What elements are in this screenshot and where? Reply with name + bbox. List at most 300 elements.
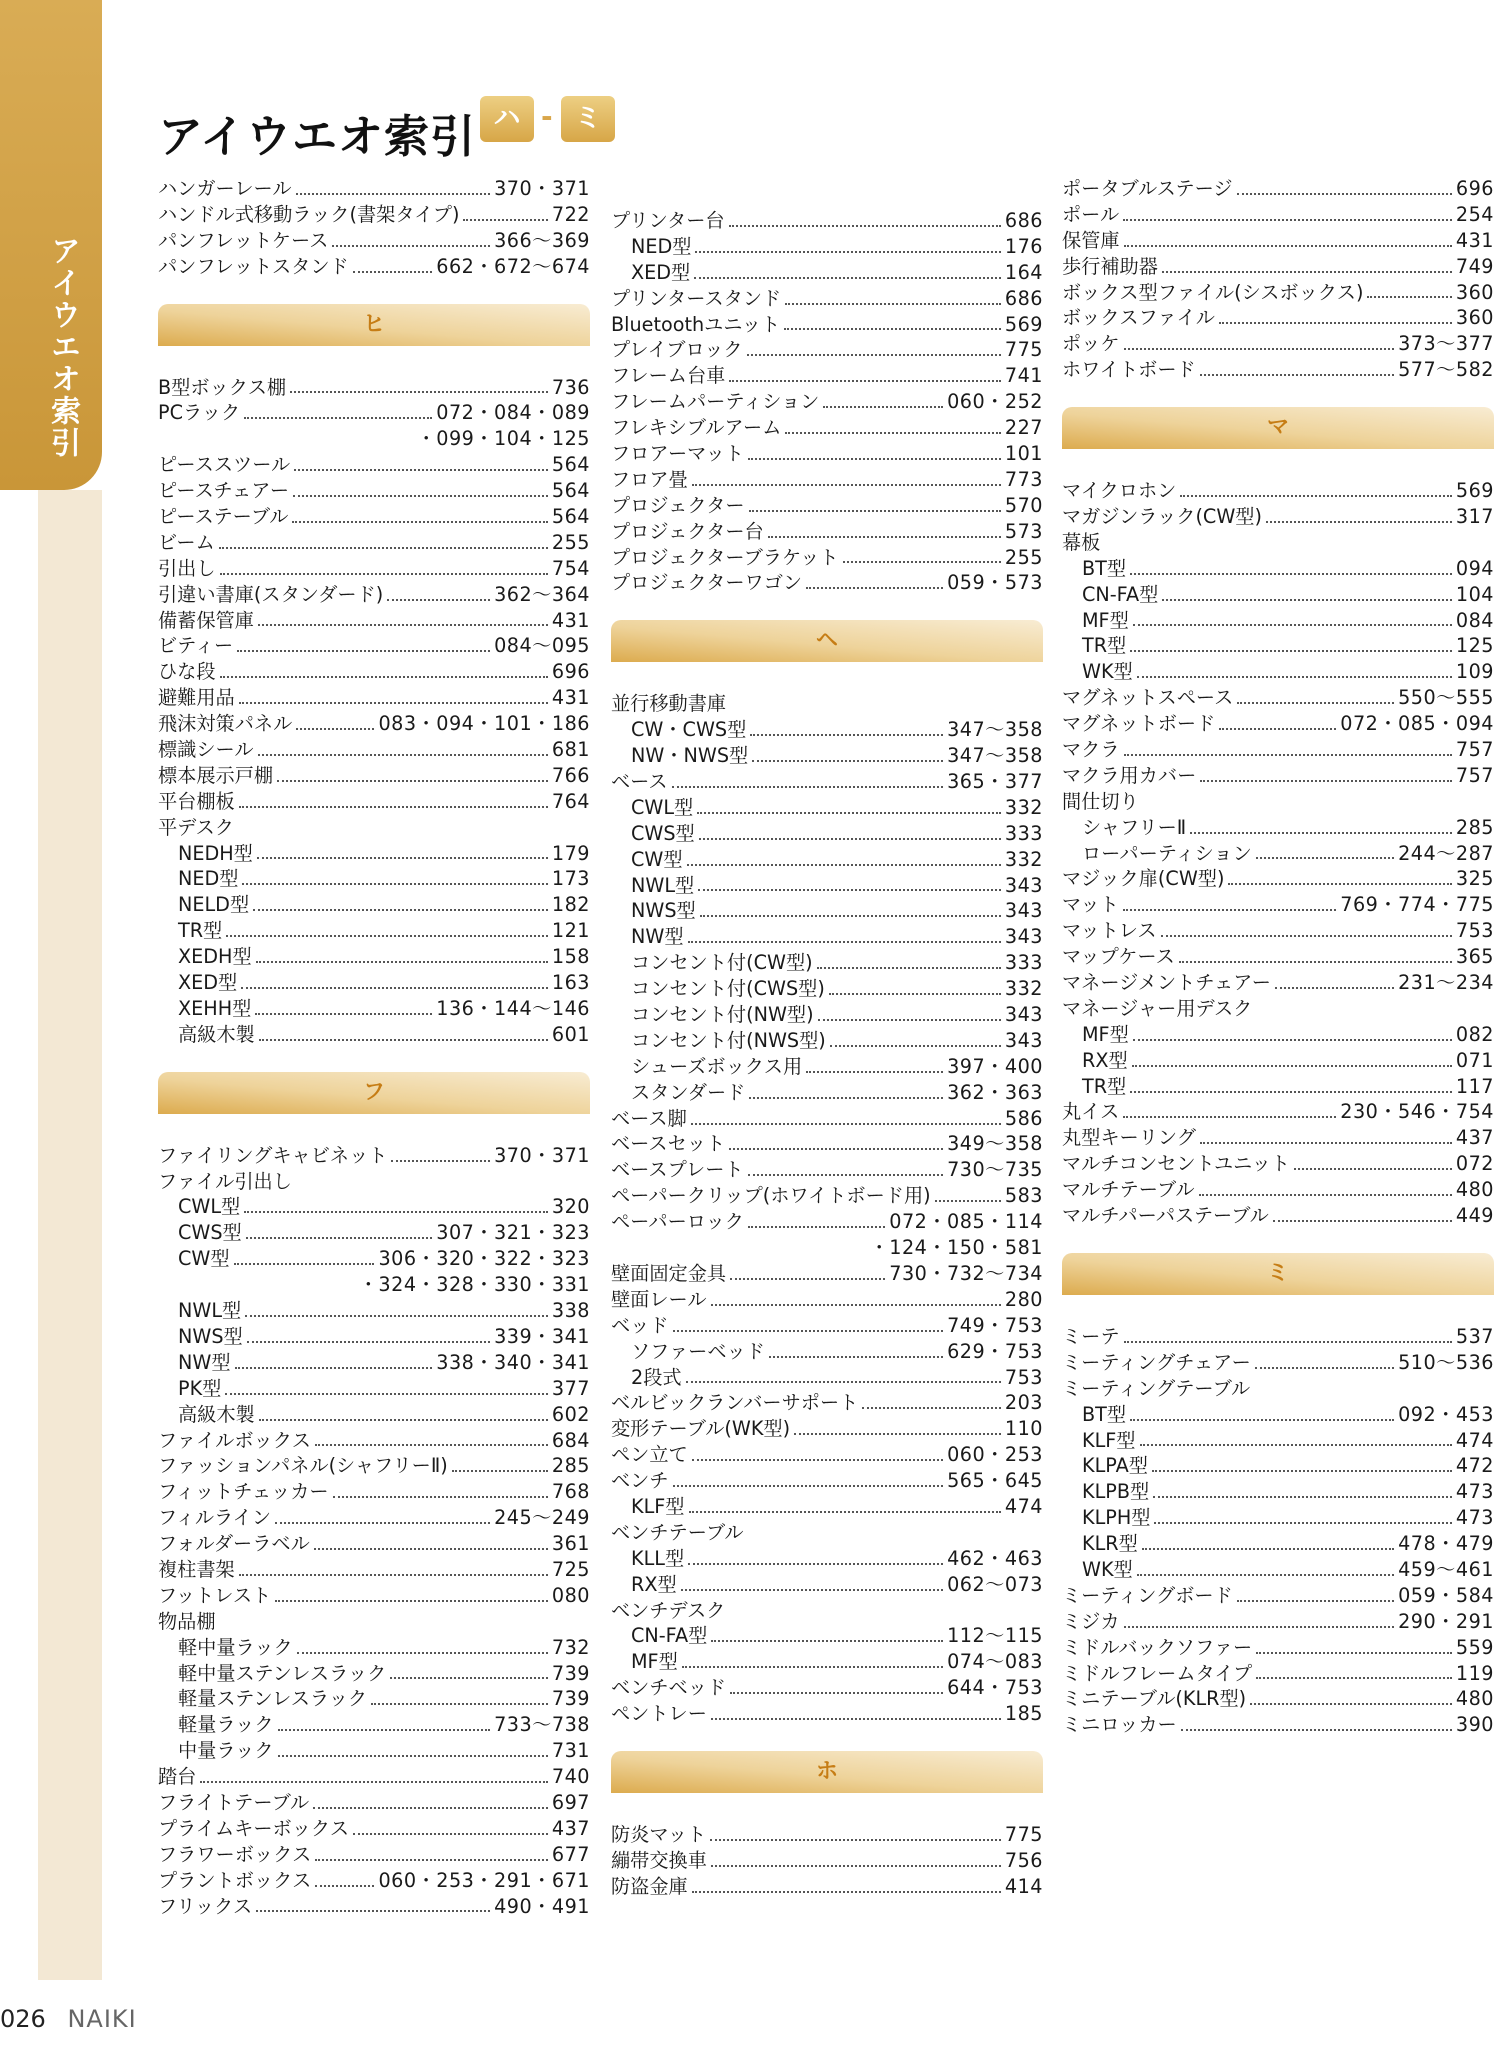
entry-term: パンフレットスタンド (158, 254, 349, 278)
leader-dots (225, 1393, 548, 1395)
index-entry (158, 1609, 590, 1635)
leader-dots (314, 1548, 548, 1550)
entry-term: 変形テーブル(WK型) (611, 1417, 791, 1441)
entry-pages: 285 (551, 1454, 590, 1478)
entry-pages: 449 (1455, 1204, 1494, 1228)
entry-pages: 306・320・322・323 (378, 1247, 590, 1271)
leader-dots (1256, 1652, 1452, 1654)
index-entry (158, 1453, 590, 1479)
entry-term: ペーパークリップ(ホワイトボード用) (611, 1184, 931, 1208)
entry-pages: 550〜555 (1398, 686, 1494, 710)
index-entry (158, 996, 590, 1022)
leader-dots (688, 941, 1001, 943)
entry-term: PCラック (158, 401, 241, 425)
index-entry (1062, 659, 1494, 685)
index-entry (158, 866, 590, 892)
entry-term: WK型 (1082, 1557, 1133, 1581)
leader-dots (275, 1600, 548, 1602)
entry-term: XED型 (631, 260, 691, 284)
leader-dots (1142, 1548, 1394, 1550)
entry-pages: 462・463 (947, 1546, 1043, 1570)
entry-pages: 739 (551, 1661, 590, 1685)
index-entry (611, 493, 1043, 519)
index-entry (158, 711, 590, 737)
entry-term: BT型 (1082, 1402, 1127, 1426)
index-entry (1062, 1712, 1494, 1738)
entry-pages: 677 (551, 1842, 590, 1866)
leader-dots (242, 883, 547, 885)
entry-pages: 697 (551, 1790, 590, 1814)
entry-term: 中量ラック (178, 1739, 274, 1763)
entry-term: 丸イス (1062, 1100, 1120, 1124)
entry-pages: 176 (1004, 234, 1043, 258)
index-entry (158, 841, 590, 867)
index-entry (1062, 1324, 1494, 1350)
leader-dots (220, 573, 548, 575)
entry-term: CWL型 (631, 795, 694, 819)
leader-dots (1140, 1444, 1452, 1446)
entry-term: スタンダード (631, 1080, 746, 1104)
entry-pages: 583 (1004, 1184, 1043, 1208)
entry-pages: 338・340・341 (436, 1350, 590, 1374)
index-entry (1062, 1177, 1494, 1203)
leader-dots (1162, 599, 1452, 601)
entry-term: ベンチテーブル (611, 1520, 744, 1544)
index-entry (611, 363, 1043, 389)
index-entry (1062, 1151, 1494, 1177)
index-entry (158, 685, 590, 711)
leader-dots (769, 1356, 943, 1358)
entry-term: ピースチェアー (158, 479, 290, 503)
index-entry (158, 1816, 590, 1842)
entry-term: NWS型 (178, 1324, 243, 1348)
index-entry (1062, 789, 1494, 815)
entry-pages: 474 (1004, 1494, 1043, 1518)
entry-term: 避難用品 (158, 686, 235, 710)
entry-term: マグネットスペース (1062, 686, 1234, 710)
leader-dots (246, 1237, 433, 1239)
entry-pages: 365・377 (947, 770, 1043, 794)
index-entry (1062, 357, 1494, 383)
entry-term: 保管庫 (1062, 228, 1120, 252)
entry-pages: 109 (1455, 660, 1494, 684)
entry-pages-continued: ・099・104・125 (416, 427, 590, 451)
entry-term: マネージメントチェアー (1062, 971, 1271, 995)
entry-term: プラントボックス (158, 1868, 312, 1892)
index-entry (158, 478, 590, 504)
entry-term: フラワーボックス (158, 1842, 312, 1866)
entry-term: マット (1062, 893, 1119, 917)
side-index-strip (38, 490, 102, 1980)
leader-dots (686, 1381, 1001, 1383)
entry-term: マップケース (1062, 945, 1175, 969)
section-header: ヘ (611, 620, 1043, 662)
index-entry (158, 452, 590, 478)
index-entry (611, 337, 1043, 363)
entry-term: ファイル引出し (158, 1169, 292, 1193)
entry-term: RX型 (631, 1572, 677, 1596)
entry-pages: 732 (551, 1635, 590, 1659)
index-entry (611, 1572, 1043, 1598)
entry-pages: 059・584 (1398, 1583, 1494, 1607)
index-entry (158, 608, 590, 634)
index-entry (158, 1220, 590, 1246)
entry-term: ソファーベッド (631, 1339, 765, 1363)
leader-dots (1200, 1142, 1452, 1144)
index-entry (158, 1402, 590, 1428)
leader-dots (256, 961, 548, 963)
leader-dots (672, 786, 943, 788)
leader-dots (259, 1039, 548, 1041)
entry-pages: 768 (551, 1480, 590, 1504)
entry-term: ポール (1062, 202, 1120, 226)
leader-dots (830, 1045, 1001, 1047)
index-entry (1062, 1428, 1494, 1454)
index-entry (1062, 1479, 1494, 1505)
index-entry (611, 519, 1043, 545)
entry-term: ペントレー (611, 1702, 707, 1726)
entry-pages: 769・774・775 (1340, 893, 1494, 917)
index-entry (158, 970, 590, 996)
entry-term: シューズボックス用 (631, 1054, 803, 1078)
entry-pages: 601 (551, 1022, 590, 1046)
leader-dots (818, 1019, 1001, 1021)
entry-term: 幕板 (1062, 530, 1101, 554)
entry-pages: 757 (1455, 738, 1494, 762)
entry-pages: 731 (551, 1739, 590, 1763)
index-entry (1062, 1661, 1494, 1687)
index-entry (1062, 1376, 1494, 1402)
index-entry (158, 1246, 590, 1272)
entry-pages: 480 (1455, 1178, 1494, 1202)
leader-dots (1130, 1091, 1452, 1093)
index-entry (158, 1531, 590, 1557)
entry-term: ベースセット (611, 1132, 726, 1156)
entry-pages: 573 (1004, 519, 1043, 543)
entry-term: ファイリングキャビネット (158, 1143, 388, 1167)
entry-pages: 347〜358 (947, 718, 1043, 742)
leader-dots (256, 1910, 490, 1912)
leader-dots (237, 650, 490, 652)
entry-term: マイクロホン (1062, 479, 1177, 503)
leader-dots (1256, 1677, 1452, 1679)
entry-pages: 472 (1455, 1454, 1494, 1478)
index-entry (1062, 1100, 1494, 1126)
entry-term: パンフレットケース (158, 228, 329, 252)
entry-term: ペン立て (611, 1443, 688, 1467)
leader-dots (1162, 271, 1452, 273)
entry-pages: 414 (1004, 1874, 1043, 1898)
index-entry (611, 312, 1043, 338)
entry-pages: 473 (1455, 1506, 1494, 1530)
entry-term: 防炎マット (611, 1822, 707, 1846)
leader-dots (1256, 857, 1394, 859)
leader-dots (1200, 780, 1452, 782)
entry-pages: 104 (1455, 582, 1494, 606)
entry-term: コンセント付(CWS型) (631, 977, 825, 1001)
index-entry (611, 1675, 1043, 1701)
entry-pages: 431 (1455, 228, 1494, 252)
index-entry (158, 1324, 590, 1350)
index-entry (158, 426, 590, 452)
index-entry (611, 1701, 1043, 1727)
leader-dots (1367, 296, 1451, 298)
entry-pages: 320 (551, 1195, 590, 1219)
entry-term: フォルダーラベル (158, 1532, 310, 1556)
entry-pages: 564 (551, 479, 590, 503)
index-entry (611, 1183, 1043, 1209)
entry-pages-continued: ・124・150・581 (869, 1236, 1043, 1260)
entry-term: KLF型 (631, 1494, 685, 1518)
leader-dots (806, 1071, 943, 1073)
entry-term: 防盗金庫 (611, 1874, 688, 1898)
entry-pages: 179 (551, 841, 590, 865)
leader-dots (315, 1859, 548, 1861)
entry-pages: 125 (1455, 634, 1494, 658)
index-entry (158, 1764, 590, 1790)
index-entry (1062, 608, 1494, 634)
index-entry (611, 1002, 1043, 1028)
entry-pages: 390 (1455, 1713, 1494, 1737)
index-entry (1062, 944, 1494, 970)
entry-term: ベース脚 (611, 1106, 687, 1130)
leader-dots (689, 1511, 1001, 1513)
entry-pages: 083・094・101・186 (378, 712, 590, 736)
entry-pages: 112〜115 (947, 1624, 1043, 1648)
entry-pages: 060・253・291・671 (378, 1868, 590, 1892)
leader-dots (692, 1459, 943, 1461)
entry-pages: 231〜234 (1398, 971, 1494, 995)
entry-term: NWL型 (178, 1299, 242, 1323)
entry-term: フレームパーティション (611, 390, 820, 414)
leader-dots (293, 495, 548, 497)
entry-term: 2段式 (631, 1365, 682, 1389)
leader-dots (315, 1444, 548, 1446)
leader-dots (843, 561, 1001, 563)
entry-term: ベルビックランバーサポート (611, 1391, 859, 1415)
leader-dots (794, 1433, 1001, 1435)
range-separator: - (541, 100, 553, 133)
entry-term: WK型 (1082, 660, 1133, 684)
index-entry (1062, 918, 1494, 944)
entry-pages: 365 (1455, 945, 1494, 969)
section-header: フ (158, 1072, 590, 1114)
leader-dots (235, 1367, 433, 1369)
leader-dots (371, 1703, 548, 1705)
index-entry (1062, 815, 1494, 841)
entry-term: フレーム台車 (611, 364, 726, 388)
entry-pages: 182 (551, 893, 590, 917)
leader-dots (463, 219, 547, 221)
entry-pages: 074〜083 (947, 1650, 1043, 1674)
entry-pages: 117 (1455, 1074, 1494, 1098)
index-entry (611, 1848, 1043, 1874)
entry-term: プリンター台 (611, 208, 725, 232)
entry-term: CWL型 (178, 1195, 241, 1219)
column-spacer (611, 176, 1043, 208)
leader-dots (692, 1891, 1001, 1893)
index-entry (158, 530, 590, 556)
entry-pages: 741 (1004, 364, 1043, 388)
index-entry (158, 1376, 590, 1402)
entry-term: 歩行補助器 (1062, 254, 1158, 278)
leader-dots (387, 599, 490, 601)
leader-dots (1275, 987, 1394, 989)
entry-term: 丸型キーリング (1062, 1126, 1196, 1150)
index-entry (611, 1080, 1043, 1106)
leader-dots (1228, 883, 1451, 885)
leader-dots (258, 754, 548, 756)
entry-term: マクラ用カバー (1062, 763, 1197, 787)
entry-pages: 370・371 (494, 176, 590, 200)
entry-term: 標識シール (158, 738, 254, 762)
leader-dots (711, 1718, 1001, 1720)
entry-term: ボックス型ファイル(シスボックス) (1062, 280, 1364, 304)
entry-pages: 360 (1455, 306, 1494, 330)
index-entry (611, 873, 1043, 899)
entry-term: 飛沫対策パネル (158, 712, 293, 736)
entry-term: ピーステーブル (158, 505, 289, 528)
leader-dots (239, 1574, 548, 1576)
entry-pages: 349〜358 (947, 1132, 1043, 1156)
entry-term: KLPH型 (1082, 1506, 1151, 1530)
leader-dots (784, 328, 1001, 330)
index-entry (1062, 970, 1494, 996)
leader-dots (747, 354, 1001, 356)
leader-dots (244, 417, 432, 419)
entry-term: XEHH型 (178, 996, 252, 1020)
leader-dots (313, 1807, 548, 1809)
entry-term: ハンガーレール (158, 176, 292, 200)
index-entry (611, 1235, 1043, 1261)
leader-dots (239, 702, 548, 704)
index-entry (158, 504, 590, 530)
entry-term: ベース (611, 770, 668, 794)
entry-pages: 136・144〜146 (436, 996, 590, 1020)
index-entry (1062, 1609, 1494, 1635)
index-entry (611, 234, 1043, 260)
index-entry (1062, 1402, 1494, 1428)
index-entry (1062, 331, 1494, 357)
leader-dots (315, 1885, 374, 1887)
index-entry (611, 847, 1043, 873)
leader-dots (452, 1470, 548, 1472)
index-entry (611, 1468, 1043, 1494)
index-entry (611, 1313, 1043, 1339)
entry-pages: 753 (1004, 1365, 1043, 1389)
leader-dots (750, 734, 943, 736)
entry-pages: 437 (551, 1816, 590, 1840)
index-entry (158, 763, 590, 789)
leader-dots (1123, 219, 1452, 221)
entry-pages: 332 (1004, 977, 1043, 1001)
index-entry (1062, 254, 1494, 280)
index-entry (158, 176, 590, 202)
entry-term: NWS型 (631, 899, 696, 923)
entry-pages: 072 (1455, 1152, 1494, 1176)
entry-term: ミドルフレームタイプ (1062, 1661, 1253, 1685)
index-entry (1062, 1048, 1494, 1074)
leader-dots (1133, 1039, 1452, 1041)
entry-pages: 347〜358 (947, 744, 1043, 768)
entry-term: ミニロッカー (1062, 1713, 1177, 1737)
leader-dots (1190, 832, 1452, 834)
index-entry (1062, 1453, 1494, 1479)
index-entry (158, 1143, 590, 1169)
entry-pages: 203 (1004, 1391, 1043, 1415)
entry-term: フライトテーブル (158, 1790, 310, 1814)
leader-dots (278, 1755, 548, 1757)
entry-term: MF型 (1082, 1022, 1129, 1046)
leader-dots (692, 484, 1001, 486)
leader-dots (682, 1666, 943, 1668)
entry-term: 平台棚板 (158, 789, 235, 813)
leader-dots (1124, 1341, 1452, 1343)
leader-dots (1219, 322, 1452, 324)
leader-dots (247, 1341, 490, 1343)
entry-term: ミドルバックソファー (1062, 1635, 1253, 1659)
index-entry (611, 1598, 1043, 1624)
leader-dots (258, 624, 548, 626)
entry-term: NED型 (178, 867, 239, 891)
index-entry (1062, 633, 1494, 659)
index-entry (158, 1505, 590, 1531)
entry-term: プライムキーボックス (158, 1816, 350, 1840)
entry-term: CW型 (178, 1247, 230, 1271)
entry-term: ビーム (158, 530, 215, 554)
index-entry (611, 1261, 1043, 1287)
entry-pages: 559 (1455, 1635, 1494, 1659)
range-from-badge: ハ (480, 96, 534, 142)
index-entry (158, 918, 590, 944)
index-entry (1062, 737, 1494, 763)
entry-term: ビティー (158, 634, 234, 658)
entry-pages: 644・753 (947, 1676, 1043, 1700)
index-entry (158, 1350, 590, 1376)
index-entry (611, 1874, 1043, 1900)
entry-pages: 338 (551, 1299, 590, 1323)
leader-dots (244, 1211, 548, 1213)
entry-term: 軽中量ラック (178, 1635, 293, 1659)
entry-term: ローパーティション (1082, 841, 1252, 865)
section-header: ヒ (158, 304, 590, 346)
leader-dots (785, 432, 1000, 434)
entry-pages: 569 (1455, 479, 1494, 503)
leader-dots (711, 1865, 1001, 1867)
entry-term: ペーパーロック (611, 1210, 744, 1234)
entry-pages: 121 (551, 919, 590, 943)
entry-pages: 362・363 (947, 1080, 1043, 1104)
leader-dots (200, 1781, 548, 1783)
index-entry (158, 556, 590, 582)
index-entry (1062, 305, 1494, 331)
leader-dots (1181, 1729, 1452, 1731)
entry-pages: 722 (551, 202, 590, 226)
entry-term: プレイブロック (611, 338, 743, 362)
entry-term: 引出し (158, 556, 216, 580)
leader-dots (729, 1148, 943, 1150)
entry-pages: 431 (551, 686, 590, 710)
leader-dots (1294, 1168, 1452, 1170)
page-footer (0, 2005, 137, 2033)
entry-pages: 339・341 (494, 1324, 590, 1348)
entry-term: PK型 (178, 1376, 222, 1400)
index-entry (611, 415, 1043, 441)
index-entry (158, 1169, 590, 1195)
brand-name: NAIKI (67, 2005, 137, 2033)
entry-pages: 478・479 (1398, 1532, 1494, 1556)
leader-dots (1130, 1419, 1394, 1421)
